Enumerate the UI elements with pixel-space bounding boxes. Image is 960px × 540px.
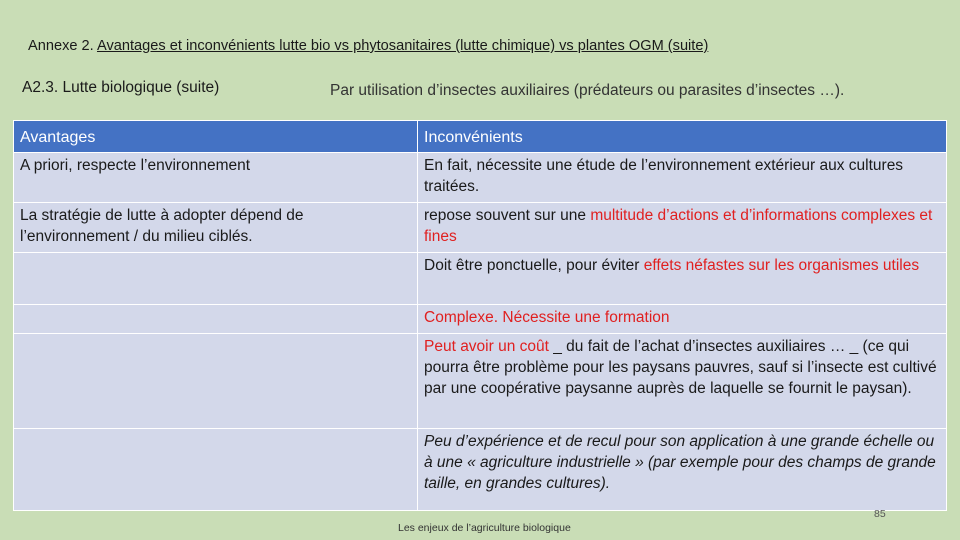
title-underlined: Avantages et inconvénients lutte bio vs phytosanitaires (lutte chimique) vs plantes OGM (suite) — [96, 38, 709, 54]
advantage-cell — [14, 334, 418, 429]
disadvantage-highlight: Peut avoir un coût — [424, 338, 554, 355]
disadvantage-cell — [418, 253, 947, 305]
slide-footer: Les enjeux de l’agriculture biologique — [398, 522, 571, 534]
disadvantage-cell — [418, 153, 947, 203]
page-number: 85 — [874, 508, 886, 520]
disadvantage-highlight: effets néfastes sur les organismes utiles — [643, 257, 920, 274]
table-row — [14, 305, 947, 334]
comparison-table — [13, 120, 947, 511]
header-advantages: Avantages — [14, 121, 418, 153]
table-row — [14, 253, 947, 305]
disadvantage-text: _ du fait de l’achat d’insectes auxiliaires … _ (ce qui pourra être problème pour les paysans pauvres, sauf si l’insecte est cultivé par une coopérative paysanne auprès de laquelle se fournit le paysan). — [424, 338, 937, 397]
table-row — [14, 153, 947, 203]
advantage-cell — [14, 253, 418, 305]
advantage-cell: A priori, respecte l’environnement — [14, 153, 418, 203]
disadvantage-cell — [418, 429, 947, 511]
advantage-cell: La stratégie de lutte à adopter dépend de l’environnement / du milieu ciblés. — [14, 203, 418, 253]
advantage-cell — [14, 305, 418, 334]
slide-title — [28, 38, 938, 54]
title-prefix: Annexe 2. — [28, 38, 97, 54]
section-subtitle: A2.3. Lutte biologique (suite) — [22, 79, 220, 96]
table-header-row — [14, 121, 947, 153]
disadvantage-highlight: multitude d’actions et d’informations complexes et fines — [424, 207, 933, 245]
disadvantage-text: Doit être ponctuelle, pour éviter — [424, 257, 644, 274]
disadvantage-cell — [418, 203, 947, 253]
table-row — [14, 429, 947, 511]
disadvantage-cell — [418, 334, 947, 429]
advantage-cell — [14, 429, 418, 511]
disadvantage-text: Peu d’expérience et de recul pour son application à une grande échelle ou à une « agriculture industrielle » (par exemple pour des champs de grande taille, en grandes cultures). — [424, 433, 936, 492]
header-disadvantages: Inconvénients — [418, 121, 947, 153]
table-row — [14, 203, 947, 253]
table-row — [14, 334, 947, 429]
disadvantage-cell — [418, 305, 947, 334]
disadvantage-text: En fait, nécessite une étude de l’environnement extérieur aux cultures traitées. — [424, 157, 904, 195]
disadvantage-text: repose souvent sur une — [424, 207, 591, 224]
disadvantage-highlight: Complexe. Nécessite une formation — [424, 309, 670, 326]
section-note: Par utilisation d’insectes auxiliaires (prédateurs ou parasites d’insectes …). — [330, 82, 845, 99]
